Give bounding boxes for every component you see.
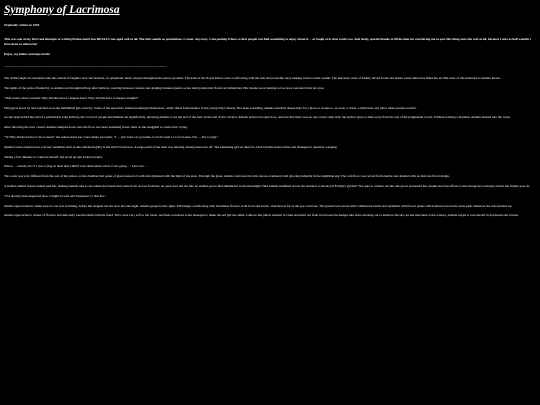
page-title: Symphony of Lacrimosa [4,4,120,16]
document-page [4,4,536,223]
story-paragraph: After throwing the door closed, Amelia slumped down onto the floor, her heart pounding in her chest as she struggled to control her crying. [4,125,188,130]
story-paragraph: "I've already been disgraced here. I might as well add 'trespasser' to that list." [4,193,106,198]
author-note: This was one of my first real attempts at writing fiction and it has REALLY not aged well at all. The title sounds so pretentious, I swear. Anyways, I am posting it here so that people can find something to enjoy about it. . .or laugh at it, that works too. And lastly, special thanks to Pichi-chan for convincing me to post this thing onto the web at all, because I sure as hell wouldn't have done so otherwise! [4,37,531,46]
story-paragraph: Partygoers stood by and watched on as the humiliated girl raced by. Some of the spectators chattered amongst themselves, while others found humor in the young lady's misery. Her heart pounding, Amelia searched desperately for a place to escape to. A room, a closet, a bathroom, any place where people weren't. [4,105,417,110]
greeting: Enjoy, my fellow netscape nerds! [4,51,51,56]
page-subtitle: Originally written in 1995 [4,23,40,27]
divider-rule: ---------------------------------------------------------------------------------------------------------------------------------------------------- [4,64,167,68]
story-paragraph: A sudden chilled breeze rushed past her, making Amelia turn to see where the breeze had come from. Across from her, an open door led out into an endless grove that shimmered in the moonlight. Had Amelia stumbled across the entrance to the Royal Family's garden? The urge to venture out into the grove possessed her, despite her best efforts to discourage her curiosity, before she finally gave in. [4,183,530,188]
story-body [4,76,536,217]
story-paragraph: The chilled night air resonated with the sounds of laughter and conversation, as symphonic music played throughout the palace grounds. The halls of the Royal Palace were overflowing with the rich and powerful, busy making toasts to their wealth. The heavenly scent of freshly served foods and tender sweet delicacies filled the air. But none of this mattered to Amelia Rosen. [4,76,501,81]
story-paragraph: Taking a few minutes to compose herself, she stood up and looked around. [4,154,103,159]
story-paragraph: Where. . . exactly am I? I was crying so hard that I didn't even think about where I was going. . . I just ran. . . [4,164,148,169]
story-paragraph: "W-Why did he h-have to be so mean" she asked aloud, her voice shaky and quiet. "I. . . just want t-to go home. I-I don't want t-t-to be h-here. I'm. . . I'm so ugly." [4,134,219,139]
story-paragraph: As she approached the end of a particularly long hallway, the crowd of people had thinned out significantly, allowing Amelia to see the end of the hall. At the end of the corridor, Amelia noticed an open door, and saw that there was no one on the other side: the perfect place to hide away from the rest of the judgmental crowd. Without wasting a moment, Amelia ducked into the room. [4,115,511,120]
story-paragraph: Amelia approached a cluster of flowers and delicately touched them with her hand. They were very soft to the touch, and their wondrous scent managed to make the sad girl her smile. Lattices and pillars masked in vines stretched out from in between the hedges like arms reaching out to embrace the sky. As she marveled at the scenery, Amelia began to lose herself in daydream and reverie. [4,213,519,218]
story-paragraph: Amelia spun around to make sure no one was watching, before she stepped out the door into the night. Amelia gasped at the sight. Tall hedges overflowing with boundless flowers, both local and exotic, stretched as far as the eye could see. The ground was paved with cobblestone bricks and sprinkled with flower petals which danced across the stone path whenever the wind picked up. [4,203,513,208]
story-paragraph: The room was very different from the rest of the palace, as the chamber had panes of glass instead of walls that glistened with the light of the stars. Through the glass, Amelia could see the twin moons overhead, both glowing defiantly in the nighttime sky. The cold floor was carved from marble and detailed with an intricate floral design. [4,174,450,179]
story-paragraph: Amelia's tears rained down over her vermilion skirt as she clutched tightly at the skirt's black lace. A large patch of her skirt was missing, having been torn off. The lamenting girl sat there for what felt like hours before she managed to quell her weeping. [4,144,338,149]
story-paragraph: The sights of the palace flashed by as Amelia ran through hallway after hallway, weaving between couples and dodging drunken guests as her dark golden hair flared out behind her. Her cheeks were burning red as tears cascaded from her eyes. [4,86,325,90]
story-paragraph: "This wasn't what I wanted. Why did this have to happen here? Why did this have to happen tonight?" [4,95,139,100]
